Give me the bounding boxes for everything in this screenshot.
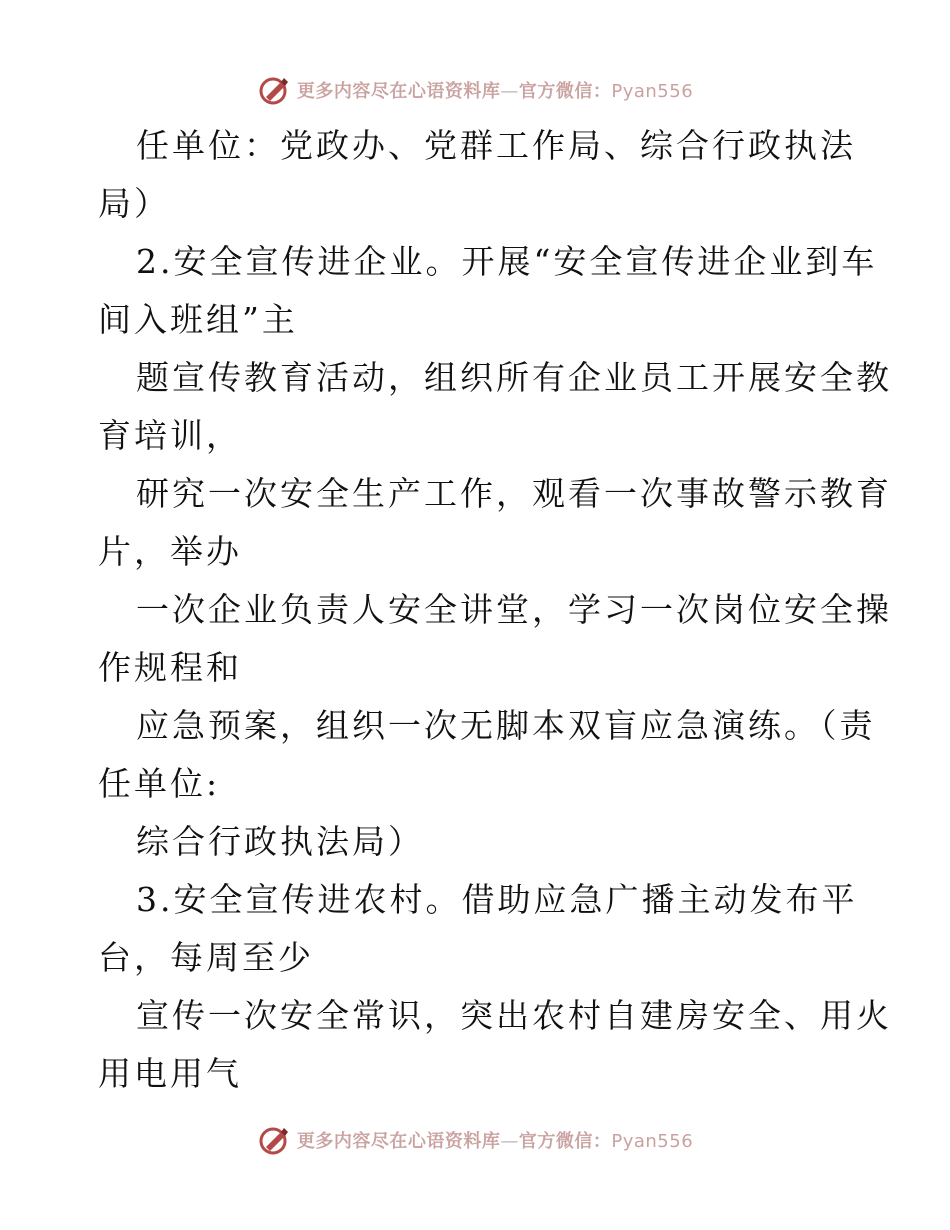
watermark-text xyxy=(297,1127,693,1153)
footer-watermark xyxy=(0,1118,950,1162)
text-line: 一次企业负责人安全讲堂，学习一次岗位安全操 xyxy=(136,590,892,629)
watermark-dash: — xyxy=(500,1131,519,1152)
text-line: 片，举办 xyxy=(98,532,242,571)
text-line: 育培训， xyxy=(98,416,242,455)
watermark-dash: — xyxy=(500,81,519,102)
watermark-account: Pyan556 xyxy=(611,1131,694,1152)
watermark-account: Pyan556 xyxy=(611,81,694,102)
text-line: 3.安全宣传进农村。借助应急广播主动发布平 xyxy=(136,880,858,919)
pen-logo-icon xyxy=(257,73,291,107)
document-body xyxy=(98,117,892,1103)
pen-logo-icon xyxy=(257,1123,291,1157)
text-line: 2.安全宣传进企业。开展“安全宣传进企业到车 xyxy=(136,242,878,281)
text-line: 应急预案，组织一次无脚本双盲应急演练。（责 xyxy=(136,706,876,745)
text-line: 台，每周至少 xyxy=(98,938,314,977)
watermark-label: 官方微信： xyxy=(518,1131,612,1152)
text-line: 题宣传教育活动，组织所有企业员工开展安全教 xyxy=(136,358,892,397)
text-line: 宣传一次安全常识，突出农村自建房安全、用火 xyxy=(136,996,892,1035)
watermark-brand: 更多内容尽在心语资料库 xyxy=(296,81,501,102)
text-line: 综合行政执法局） xyxy=(136,822,424,861)
watermark-text xyxy=(297,77,693,103)
watermark-brand: 更多内容尽在心语资料库 xyxy=(296,1131,501,1152)
text-line: 作规程和 xyxy=(98,648,242,687)
text-line: 局） xyxy=(98,184,170,223)
text-line: 用电用气 xyxy=(98,1054,242,1093)
text-line: 间入班组”主 xyxy=(98,300,298,339)
text-line: 研究一次安全生产工作，观看一次事故警示教育 xyxy=(136,474,892,513)
text-line: 任单位：党政办、党群工作局、综合行政执法 xyxy=(136,126,856,165)
text-line: 任单位: xyxy=(98,764,221,803)
header-watermark xyxy=(0,68,950,112)
watermark-label: 官方微信： xyxy=(518,81,612,102)
